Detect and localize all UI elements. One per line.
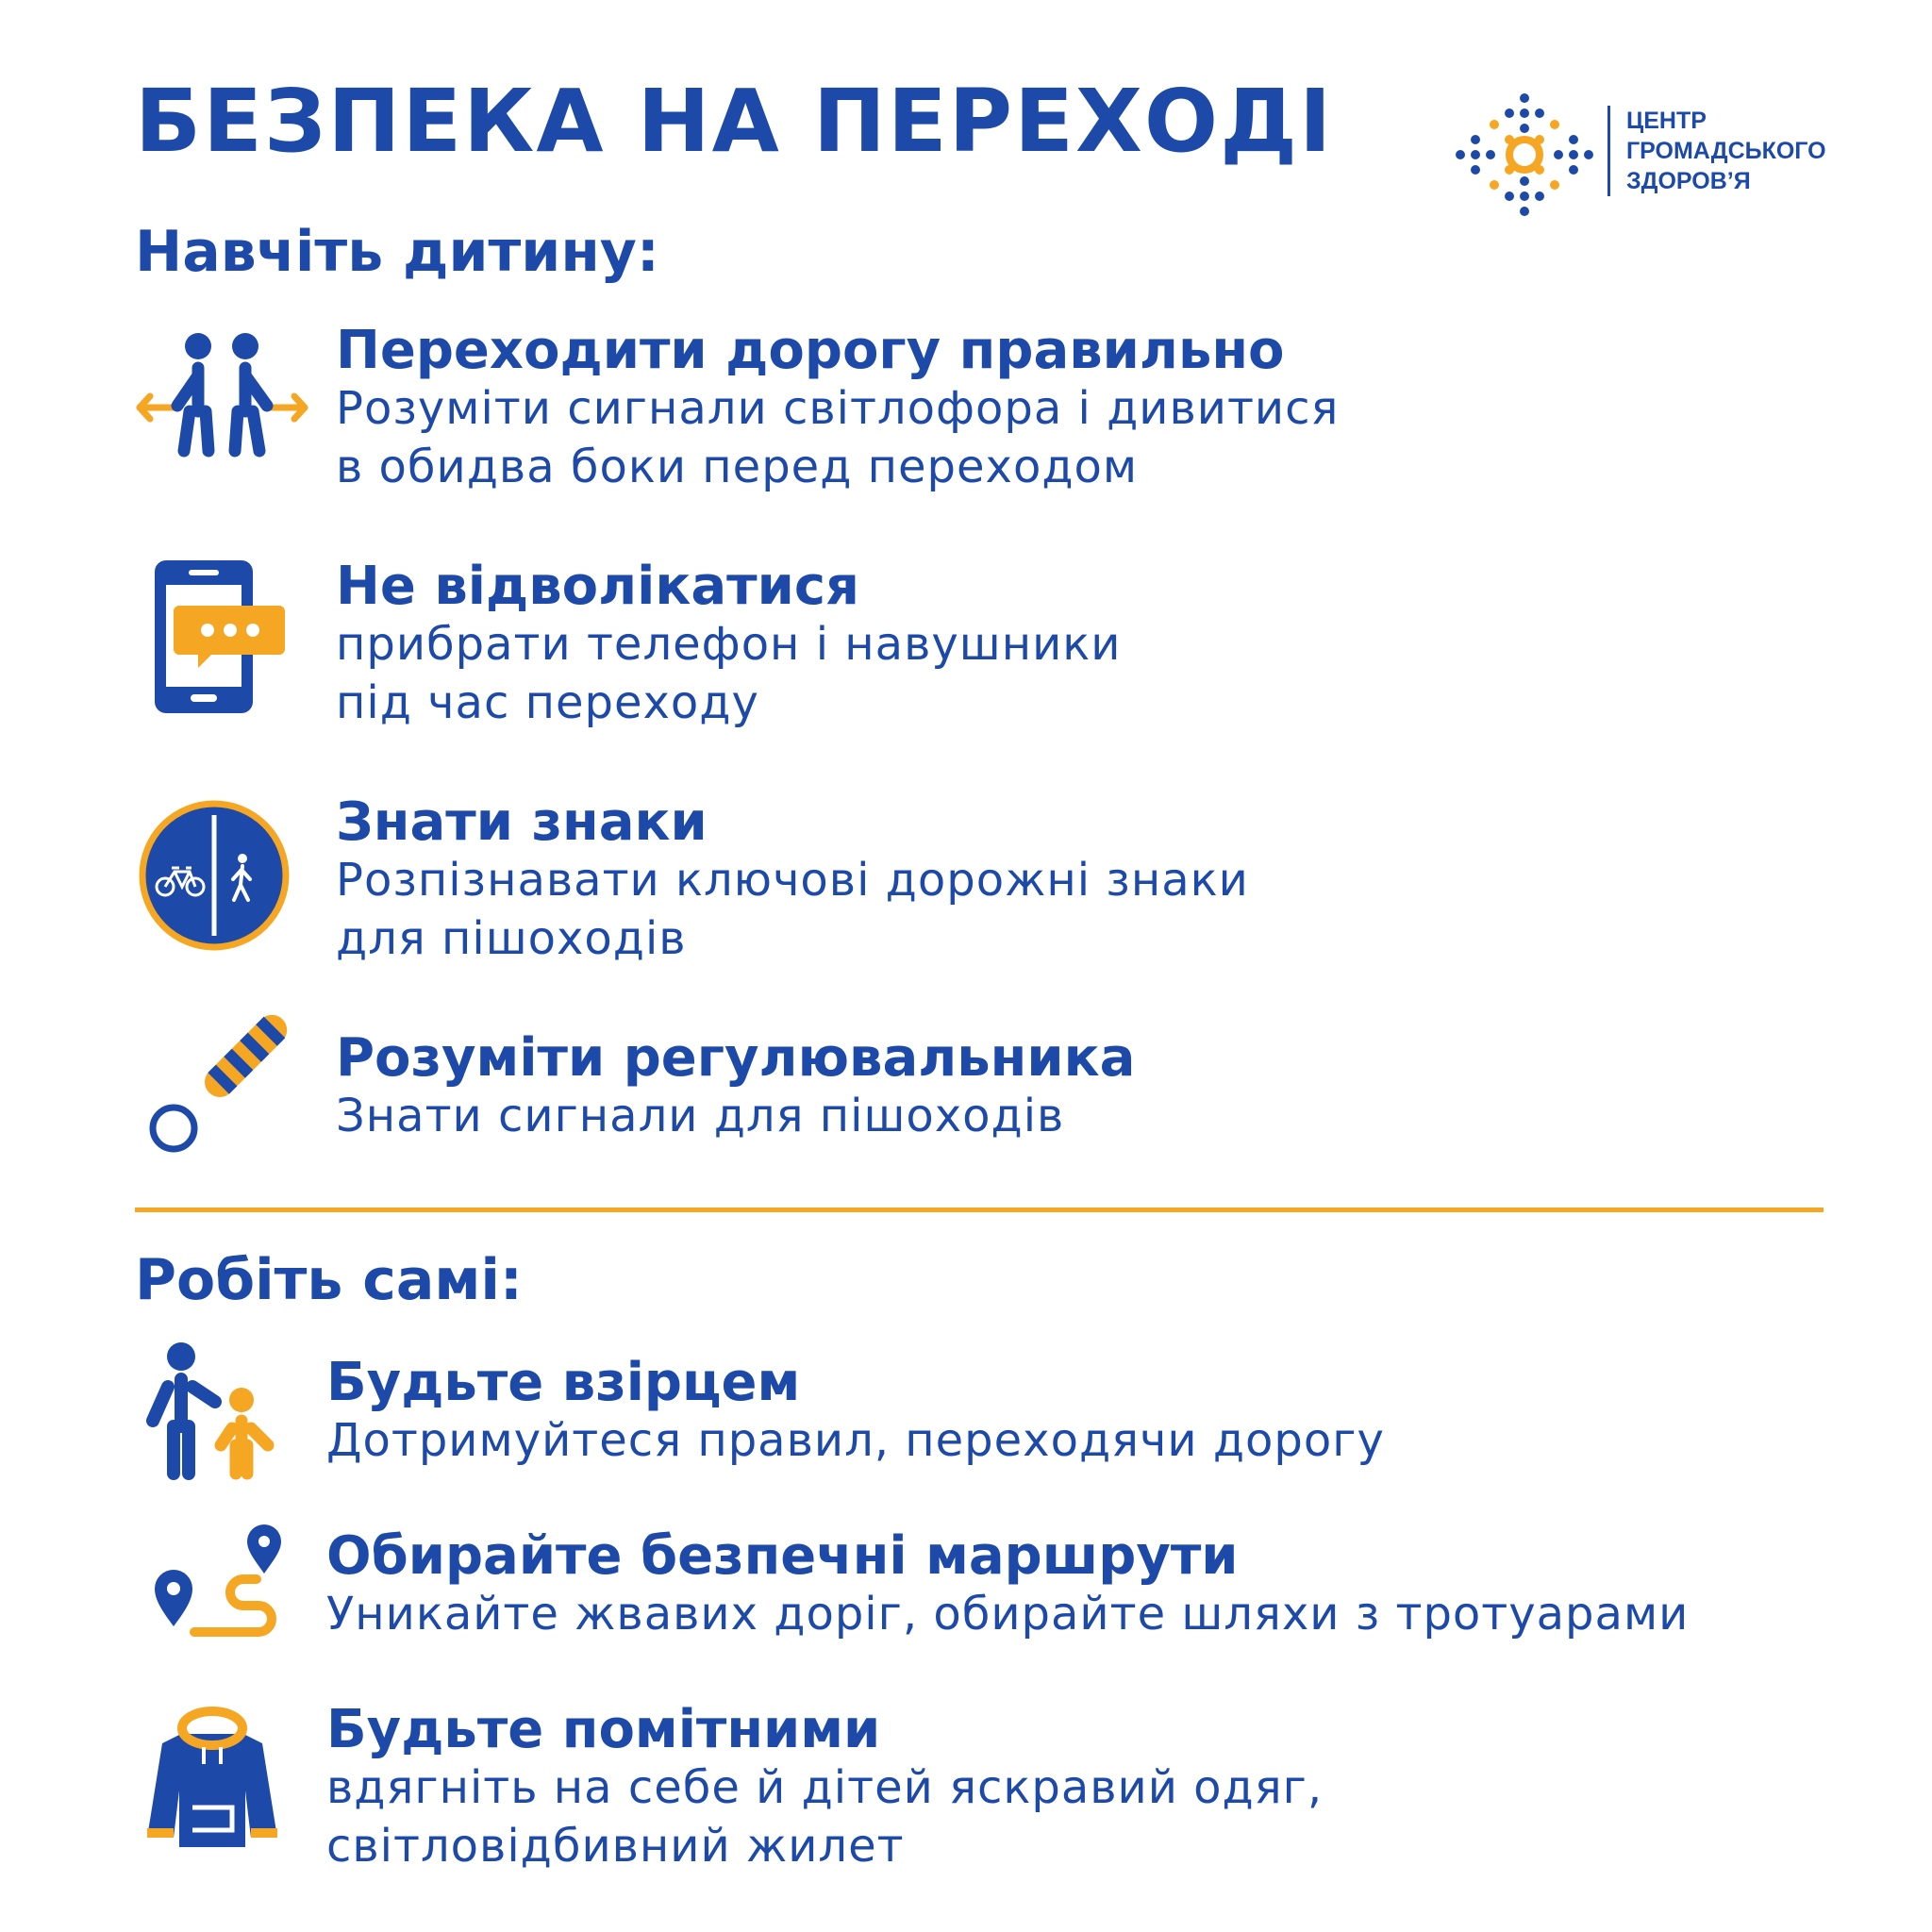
item-desc-line: Розпізнавати ключові дорожні знаки bbox=[336, 854, 1249, 907]
adult-child-icon bbox=[142, 1341, 283, 1483]
logo-divider bbox=[1607, 106, 1610, 196]
road-sign-icon bbox=[137, 798, 292, 954]
item-title: Не відволікатися bbox=[336, 556, 859, 617]
public-health-center-logo bbox=[1449, 91, 1855, 223]
item-title: Знати знаки bbox=[336, 791, 708, 853]
item-title: Розуміти регулювальника bbox=[336, 1027, 1136, 1089]
section-divider bbox=[135, 1208, 1824, 1212]
item-desc-line: вдягніть на себе й дітей яскравий одяг, bbox=[326, 1761, 1324, 1814]
item-desc-line: під час переходу bbox=[336, 676, 759, 729]
section-title-do-yourself: Робіть самі: bbox=[135, 1247, 523, 1313]
traffic-baton-icon bbox=[142, 1000, 302, 1160]
section-title-teach-child: Навчіть дитину: bbox=[135, 219, 659, 285]
item-desc-line: світловідбивний жилет bbox=[326, 1820, 905, 1873]
item-desc-line: прибрати телефон і навушники bbox=[336, 618, 1122, 671]
route-pins-icon bbox=[153, 1521, 290, 1648]
item-desc-line: Уникайте жвавих доріг, обирайте шляхи з тротуарами bbox=[326, 1588, 1690, 1641]
pedestrians-crossing-icon bbox=[135, 330, 309, 458]
item-desc-line: для пішоходів bbox=[336, 912, 687, 965]
page-title: БЕЗПЕКА НА ПЕРЕХОДІ bbox=[135, 71, 1334, 172]
item-title: Переходити дорогу правильно bbox=[336, 320, 1285, 381]
item-desc-line: Знати сигнали для пішоходів bbox=[336, 1090, 1065, 1142]
item-title: Будьте помітними bbox=[326, 1699, 881, 1760]
logo-line: ГРОМАДСЬКОГО bbox=[1626, 138, 1826, 164]
smartphone-chat-icon bbox=[151, 557, 288, 717]
logo-line: ЦЕНТР bbox=[1626, 108, 1707, 134]
item-desc-line: в обидва боки перед переходом bbox=[336, 441, 1139, 493]
item-desc-line: Дотримуйтеся правил, переходячи дорогу bbox=[326, 1414, 1385, 1467]
logo-line: ЗДОРОВ’Я bbox=[1626, 168, 1751, 194]
logo-emblem-icon bbox=[1449, 91, 1600, 223]
hoodie-icon bbox=[140, 1706, 286, 1847]
logo-text bbox=[1626, 106, 1826, 196]
item-title: Обирайте безпечні маршрути bbox=[326, 1525, 1239, 1587]
item-desc-line: Розуміти сигнали світлофора і дивитися bbox=[336, 382, 1340, 435]
item-title: Будьте взірцем bbox=[326, 1352, 801, 1413]
